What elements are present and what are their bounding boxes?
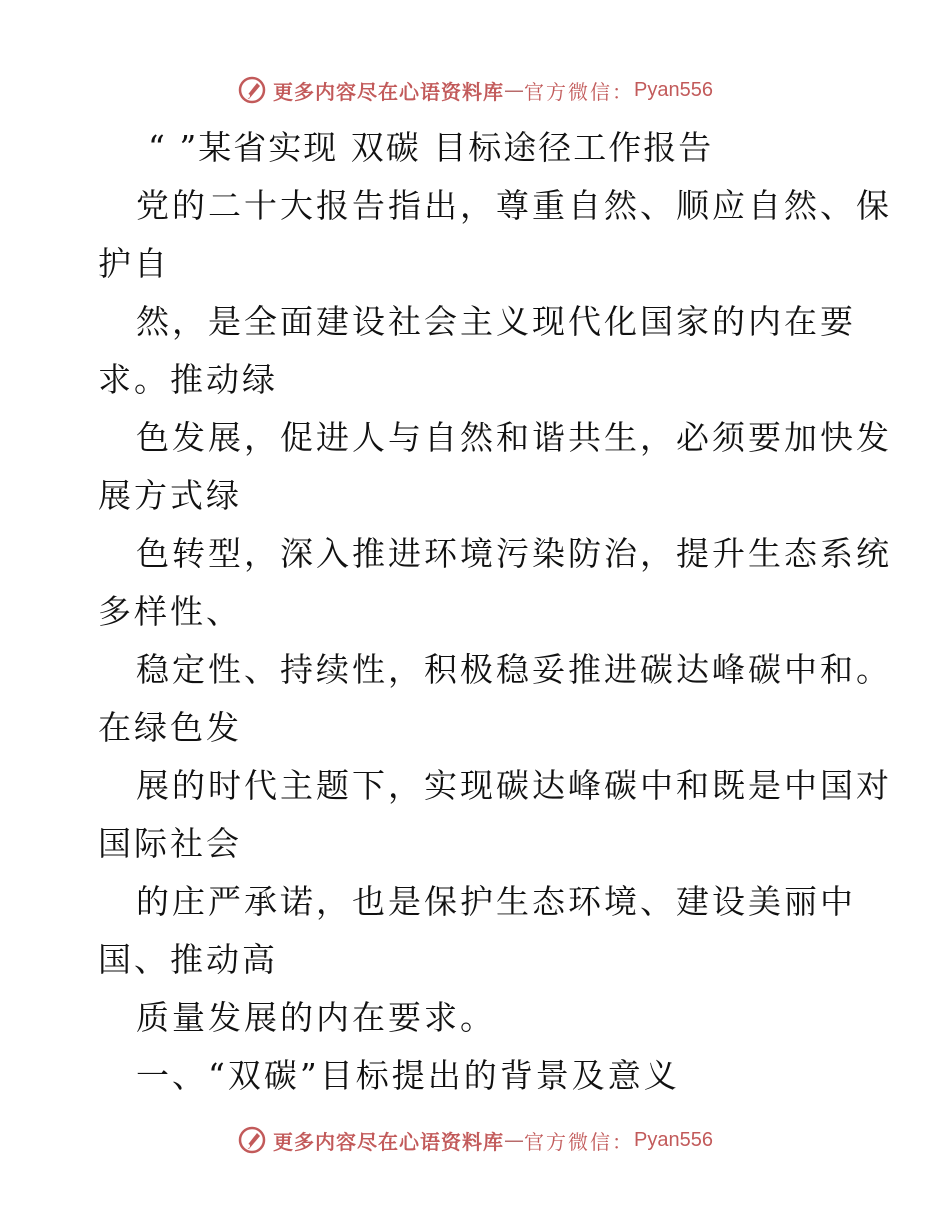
- pen-logo-icon: [237, 1125, 267, 1155]
- header-banner-text: 更多内容尽在心语资料库: [273, 79, 505, 104]
- section-heading-1: 一、“双碳”目标提出的背景及意义: [136, 1056, 680, 1095]
- header-watermark-banner: [0, 70, 950, 110]
- body-line-1: 党的二十大报告指出，尊重自然、顺应自然、保: [136, 186, 892, 225]
- body-line-7: 色转型，深入推进环境污染防治，提升生态系统: [136, 534, 892, 573]
- document-title: “ ”某省实现 双碳 目标途径工作报告: [148, 128, 714, 167]
- body-line-9: 稳定性、持续性，积极稳妥推进碳达峰碳中和。: [136, 650, 892, 689]
- body-line-15: 质量发展的内在要求。: [136, 998, 496, 1037]
- pen-logo-icon: [237, 75, 267, 105]
- body-line-3: 然，是全面建设社会主义现代化国家的内在要: [136, 302, 856, 341]
- footer-banner-text: 更多内容尽在心语资料库: [273, 1129, 505, 1154]
- header-banner-dash: —: [504, 78, 525, 102]
- body-line-5: 色发展，促进人与自然和谐共生，必须要加快发: [136, 418, 892, 457]
- footer-wechat-id: Pyan556: [634, 1128, 713, 1151]
- body-line-11: 展的时代主题下，实现碳达峰碳中和既是中国对: [136, 766, 892, 805]
- body-line-13: 的庄严承诺，也是保护生态环境、建设美丽中: [136, 882, 856, 921]
- body-line-14: 国、推动高: [98, 940, 278, 979]
- footer-watermark-banner: [0, 1120, 950, 1160]
- body-line-6: 展方式绿: [98, 476, 242, 515]
- header-wechat-id: Pyan556: [634, 78, 713, 101]
- body-line-10: 在绿色发: [98, 708, 242, 747]
- footer-wechat-label: 官方微信：: [524, 1129, 635, 1154]
- body-line-8: 多样性、: [98, 592, 242, 631]
- footer-banner-dash: —: [504, 1128, 525, 1152]
- header-wechat-label: 官方微信：: [524, 79, 635, 104]
- body-line-12: 国际社会: [98, 824, 242, 863]
- body-line-4: 求。推动绿: [98, 360, 278, 399]
- body-line-2: 护自: [98, 244, 170, 283]
